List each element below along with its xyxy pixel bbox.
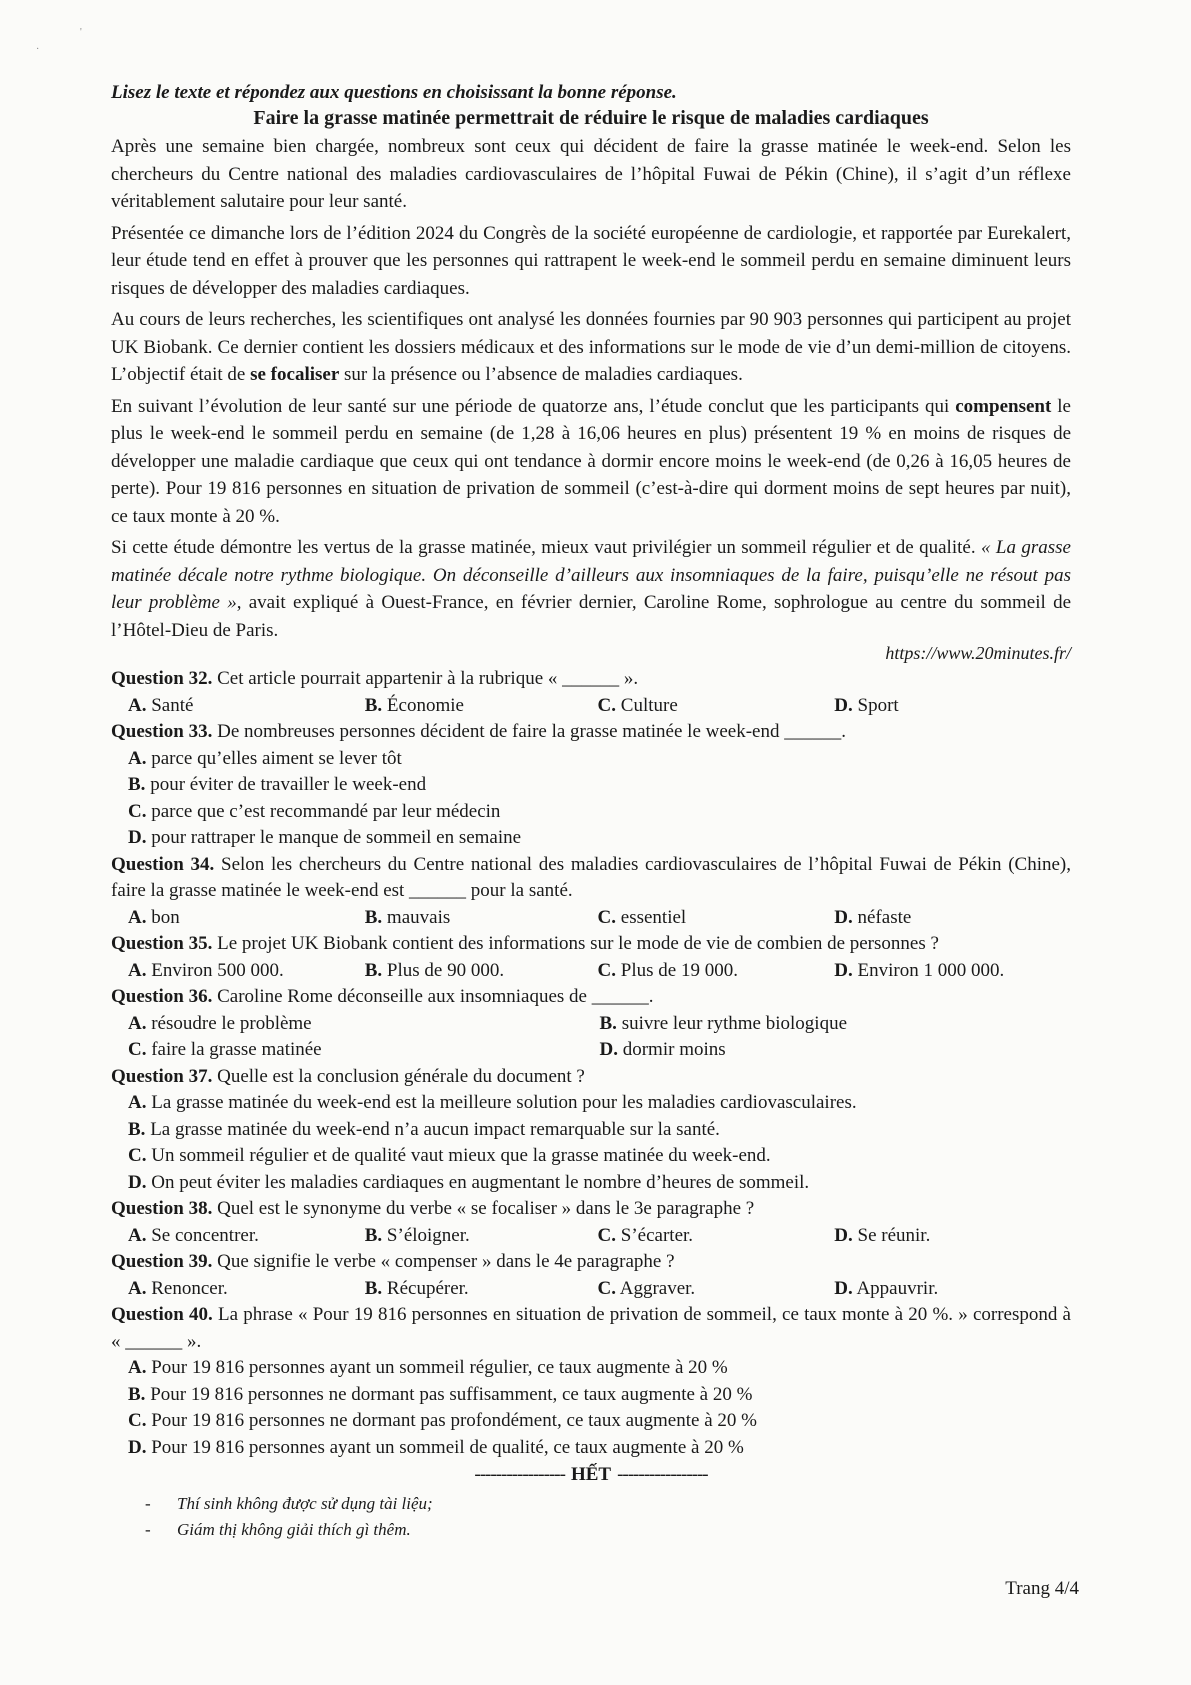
options-row [111,1435,1071,1462]
paragraph-text: En suivant l’évolution de leur santé sur une période de quatorze ans, l’étude conclut que les participants qui [111,395,956,417]
option-text: essentiel [616,906,687,928]
option-text: pour éviter de travailler le week-end [145,774,427,795]
note-text: Thí sinh không được sử dụng tài liệu; [177,1494,433,1513]
highlighted-term: compensent [955,395,1052,417]
answer-option[interactable] [128,1223,365,1250]
option-letter: B. [599,1012,617,1034]
paragraph-text: le plus le week-end le sommeil perdu en semaine (de 1,28 à 16,06 heures en plus) présentent 19 % en moins de risques de développer une maladie cardiaque que ceux qui ont tendance à dormir encore moins le week-end (de 0,26 à 16,05 heures de perte). Pour 19 816 personnes en situation de privation de sommeil (c’est-à-dire qui dorment moins de sept heures par nuit), ce taux monte à 20 %. [111,395,1071,527]
question-block [111,852,1071,932]
question-number: Question 40. [111,1304,213,1325]
option-letter: A. [128,1012,147,1034]
article-body [111,133,1071,644]
option-letter: A. [128,1277,147,1299]
option-letter: C. [597,1277,617,1299]
question-text [111,1196,1071,1223]
note-bullet: - [145,1520,151,1539]
answer-option[interactable] [128,1143,1071,1170]
answer-option[interactable] [128,1408,1071,1435]
option-text: Plus de 19 000. [616,959,738,981]
answer-option[interactable] [128,905,365,932]
note-item [145,1491,1071,1517]
article-paragraph [111,534,1071,644]
question-block [111,931,1071,984]
question-number: Question 35. [111,933,213,954]
answer-option[interactable] [128,1355,1071,1382]
question-block [111,984,1071,1064]
article-paragraph [111,393,1071,531]
option-text: Se réunir. [852,1224,931,1246]
option-text: La grasse matinée du week-end est la meilleure solution pour les maladies cardiovasculaires. [146,1092,857,1113]
option-text: S’écarter. [616,1224,694,1246]
answer-option[interactable] [365,905,598,932]
article-paragraph [111,306,1071,389]
answer-option[interactable] [128,772,1071,799]
paragraph-text: Présentée ce dimanche lors de l’édition 2024 du Congrès de la société européenne de cardiologie, et rapportée par Eurekalert, leur étude tend en effet à prouver que les personnes qui rattrapent le week-end le sommeil perdu en semaine diminuent leurs risques de développer des maladies cardiaques. [111,222,1071,299]
answer-option[interactable] [365,958,598,985]
option-text: faire la grasse matinée [146,1039,322,1060]
answer-option[interactable] [834,905,1071,932]
answer-option[interactable] [128,1117,1071,1144]
option-letter: A. [128,694,147,716]
options-row [111,1143,1071,1170]
option-text: Aggraver. [616,1277,696,1299]
option-text: Se concentrer. [146,1224,259,1246]
options-row [111,693,1071,720]
article-title: Faire la grasse matinée permettrait de réduire le risque de maladies cardiaques [253,107,929,129]
answer-option[interactable] [598,958,835,985]
question-block [111,1249,1071,1302]
option-letter: B. [364,694,383,716]
exam-notes [111,1491,1071,1543]
option-text: dormir moins [617,1039,726,1060]
option-text: Pour 19 816 personnes ayant un sommeil de qualité, ce taux augmente à 20 % [146,1436,744,1458]
option-letter: D. [834,1224,853,1246]
paragraph-text: Après une semaine bien chargée, nombreux sont ceux qui décident de faire la grasse matinée le week-end. Selon les chercheurs du Centre national des maladies cardiovasculaires de l’hôpital Fuwai de Pékin (Chine), il s’agit d’un réflexe véritablement salutaire pour leur santé. [111,136,1071,212]
scan-speck: · [36,44,40,55]
question-text [111,1302,1071,1355]
answer-option[interactable] [600,1011,1072,1038]
answer-option[interactable] [834,958,1071,985]
question-text [111,984,1071,1011]
question-text [111,1064,1071,1091]
option-text: Culture [616,694,678,716]
options-row [111,958,1071,985]
option-text: Récupérer. [382,1277,469,1299]
article-paragraph [111,220,1071,303]
options-row [111,1170,1071,1197]
question-text [111,1249,1071,1276]
option-letter: A. [128,1357,147,1378]
option-text: S’éloigner. [382,1224,470,1246]
answer-option[interactable] [128,1276,365,1303]
question-number: Question 32. [111,668,213,689]
answer-option[interactable] [128,1011,600,1038]
question-prompt: Quelle est la conclusion générale du document ? [212,1065,585,1087]
question-number: Question 39. [111,1251,213,1272]
option-letter: C. [597,959,617,981]
option-text: Plus de 90 000. [382,959,505,981]
end-label: HẾT [570,1464,612,1485]
option-letter: D. [834,906,853,928]
note-text: Giám thị không giải thích gì thêm. [177,1520,411,1539]
question-number: Question 36. [111,986,213,1007]
answer-option[interactable] [834,1276,1071,1303]
answer-option[interactable] [365,1223,598,1250]
option-letter: C. [128,1145,147,1166]
option-letter: A. [128,1092,147,1113]
article-paragraph [111,133,1071,216]
option-letter: A. [128,747,147,769]
options-row [111,905,1071,932]
option-letter: B. [364,906,383,928]
question-prompt: De nombreuses personnes décident de faire la grasse matinée le week-end ______. [212,721,846,742]
option-text: Un sommeil régulier et de qualité vaut mieux que la grasse matinée du week-end. [146,1145,771,1166]
option-text: Sport [852,694,899,716]
option-text: résoudre le problème [146,1012,312,1034]
instruction: Lisez le texte et répondez aux questions en choisissant la bonne réponse. [111,82,677,103]
question-block [111,1196,1071,1249]
option-letter: C. [128,1410,147,1431]
option-letter: A. [128,959,147,981]
answer-option[interactable] [598,905,835,932]
question-number: Question 38. [111,1198,213,1219]
page-number: Trang 4/4 [1005,1578,1079,1599]
option-letter: C. [128,800,147,822]
option-letter: D. [834,1277,853,1299]
option-text: Santé [146,694,194,716]
question-block [111,1064,1071,1197]
option-letter: C. [597,1224,617,1246]
option-letter: D. [128,827,147,848]
answer-option[interactable] [128,693,365,720]
option-text: Pour 19 816 personnes ne dormant pas suffisamment, ce taux augmente à 20 % [145,1383,753,1405]
option-text: pour rattraper le manque de sommeil en semaine [146,827,522,848]
question-prompt: Cet article pourrait appartenir à la rubrique « ______ ». [212,668,639,689]
option-text: Renoncer. [146,1277,228,1299]
question-prompt: Le projet UK Biobank contient des informations sur le mode de vie de combien de personnes ? [212,933,939,954]
answer-option[interactable] [128,799,1071,826]
option-letter: B. [128,1383,146,1405]
page-content [111,82,1071,1543]
options-row [111,825,1071,852]
option-letter: C. [597,694,617,716]
option-text: La grasse matinée du week-end n’a aucun impact remarquable sur la santé. [145,1118,720,1140]
answer-option[interactable] [365,693,598,720]
answer-option[interactable] [128,1435,1071,1462]
option-text: Appauvrir. [852,1277,939,1299]
options-row [111,1090,1071,1117]
paragraph-text: sur la présence ou l’absence de maladies cardiaques. [339,364,743,385]
answer-option[interactable] [834,693,1071,720]
answer-option[interactable] [834,1223,1071,1250]
note-bullet: - [145,1494,151,1513]
option-text: Environ 500 000. [146,959,284,981]
source-link: https://www.20minutes.fr/ [885,643,1071,663]
question-number: Question 33. [111,721,213,742]
option-text: On peut éviter les maladies cardiaques en augmentant le nombre d’heures de sommeil. [146,1171,810,1193]
note-item [145,1517,1071,1543]
option-letter: D. [128,1171,147,1193]
option-text: Pour 19 816 personnes ayant un sommeil régulier, ce taux augmente à 20 % [146,1357,728,1378]
option-letter: D. [834,694,853,716]
option-text: Économie [382,694,464,716]
answer-option[interactable] [128,825,1071,852]
question-text [111,666,1071,693]
option-text: bon [146,906,180,928]
question-block [111,1302,1071,1461]
question-prompt: La phrase « Pour 19 816 personnes en situation de privation de sommeil, ce taux monte à 20 %. » correspond à « ______ ». [111,1304,1071,1352]
option-letter: A. [128,1224,147,1246]
answer-option[interactable] [128,1382,1071,1409]
answer-option[interactable] [598,1223,835,1250]
option-letter: D. [599,1039,618,1060]
answer-option[interactable] [598,1276,835,1303]
question-text [111,931,1071,958]
question-prompt: Caroline Rome déconseille aux insomniaques de ______. [212,986,654,1007]
question-list [111,666,1071,1461]
question-number: Question 37. [111,1065,213,1087]
highlighted-term: se focaliser [250,364,340,385]
end-dashes-right: ----------------- [617,1464,708,1485]
end-dashes-left: ----------------- [474,1464,565,1485]
answer-option[interactable] [128,958,365,985]
options-row [111,799,1071,826]
paragraph-text: Si cette étude démontre les vertus de la grasse matinée, mieux vaut privilégier un sommeil régulier et de qualité. [111,537,981,558]
option-letter: A. [128,906,147,928]
question-number: Question 34. [111,853,215,875]
options-row [111,1355,1071,1382]
question-text [111,719,1071,746]
option-letter: D. [834,959,853,981]
options-row [111,772,1071,799]
question-prompt: Que signifie le verbe « compenser » dans le 4e paragraphe ? [212,1251,675,1272]
answer-option[interactable] [600,1037,1072,1064]
end-marker [111,1463,1071,1487]
scan-speck: ' [80,27,82,38]
option-letter: B. [364,1277,383,1299]
option-text: Environ 1 000 000. [852,959,1005,981]
answer-option[interactable] [128,1037,600,1064]
options-row [111,1037,1071,1064]
paragraph-text: , avait expliqué à Ouest-France, en février dernier, Caroline Rome, sophrologue au centre du sommeil de l’Hôtel-Dieu de Paris. [111,592,1071,641]
options-row [111,1408,1071,1435]
options-row [111,1117,1071,1144]
option-text: parce qu’elles aiment se lever tôt [146,747,402,769]
question-text [111,852,1071,905]
answer-option[interactable] [365,1276,598,1303]
options-row [111,1011,1071,1038]
paragraph-text: Au cours de leurs recherches, les scientifiques ont analysé les données fournies par 90 903 personnes qui participent au projet UK Biobank. Ce dernier contient les dossiers médicaux et des informations sur le mode de vie d’un demi-million de citoyens. L’objectif était de [111,309,1071,385]
option-text: mauvais [382,906,451,928]
option-text: néfaste [852,906,912,928]
answer-option[interactable] [128,746,1071,773]
answer-option[interactable] [128,1170,1071,1197]
answer-option[interactable] [598,693,835,720]
options-row [111,1223,1071,1250]
question-block [111,719,1071,852]
option-letter: B. [364,1224,383,1246]
option-letter: C. [128,1039,147,1060]
option-letter: B. [364,959,383,981]
option-text: suivre leur rythme biologique [616,1012,847,1034]
quoted-statement: « La grasse matinée décale notre rythme biologique. On déconseille d’ailleurs aux insomniaques de la faire, puisqu’elle ne résout pas leur problème » [111,537,1071,613]
question-block [111,666,1071,719]
option-text: Pour 19 816 personnes ne dormant pas profondément, ce taux augmente à 20 % [146,1410,757,1431]
option-letter: B. [128,1118,146,1140]
option-letter: D. [128,1436,147,1458]
question-prompt: Selon les chercheurs du Centre national des maladies cardiovasculaires de l’hôpital Fuwai de Pékin (Chine), faire la grasse matinée le week-end est ______ pour la santé. [111,853,1071,901]
option-text: parce que c’est recommandé par leur médecin [146,800,501,822]
options-row [111,1382,1071,1409]
option-letter: C. [597,906,617,928]
question-prompt: Quel est le synonyme du verbe « se focaliser » dans le 3e paragraphe ? [212,1198,755,1219]
option-letter: B. [128,774,146,795]
options-row [111,1276,1071,1303]
answer-option[interactable] [128,1090,1071,1117]
options-row [111,746,1071,773]
